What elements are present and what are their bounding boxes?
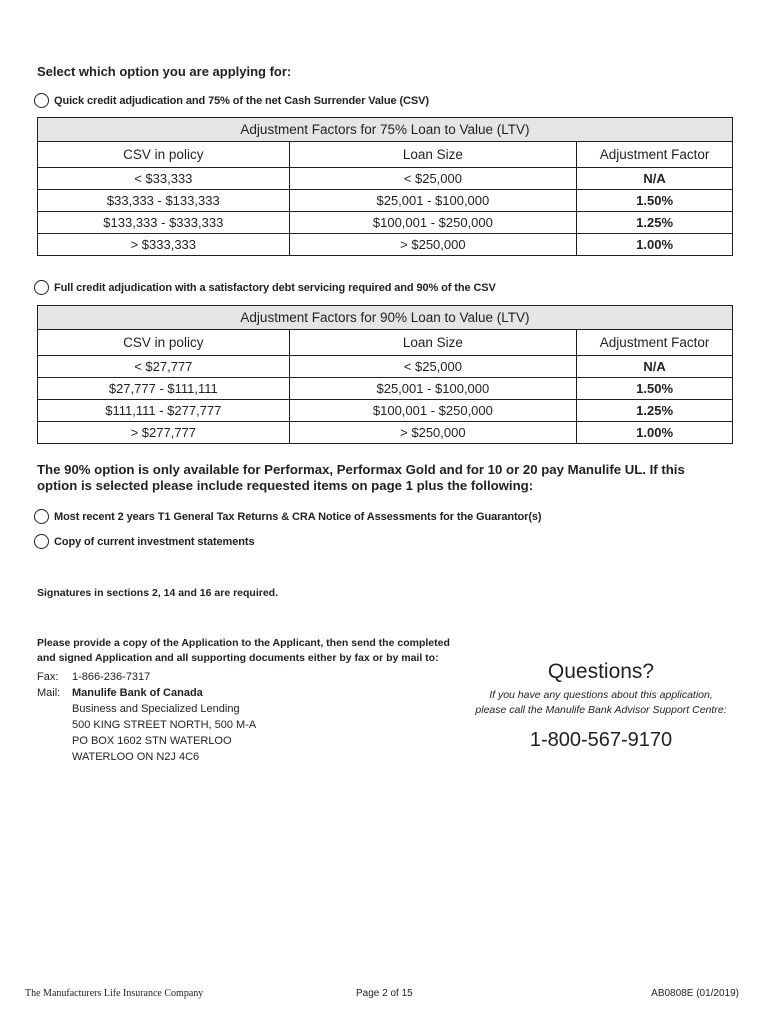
footer-form-id: AB0808E (01/2019): [651, 988, 739, 999]
questions-line: If you have any questions about this application,: [489, 689, 713, 701]
table-row: [38, 422, 733, 444]
option-tax-returns[interactable]: [34, 509, 541, 524]
csv-cell: $133,333 - $333,333: [38, 212, 290, 234]
loan-size-cell: $25,001 - $100,000: [289, 190, 577, 212]
loan-size-cell: $25,001 - $100,000: [289, 378, 577, 400]
csv-cell: $111,111 - $277,777: [38, 400, 290, 422]
questions-title: Questions?: [547, 660, 655, 683]
questions-text: [470, 688, 732, 718]
questions-line: please call the Manulife Bank Advisor Support Centre:: [475, 704, 727, 716]
footer-company: The Manufacturers Life Insurance Company: [25, 988, 204, 999]
column-header: CSV in policy: [38, 142, 290, 168]
option-tax-returns-label: Most recent 2 years T1 General Tax Returns & CRA Notice of Assessments for the Guarantor(s): [54, 510, 542, 523]
questions-box: [470, 660, 732, 752]
table-row: [38, 212, 733, 234]
option-quick-adjudication[interactable]: [34, 93, 429, 108]
loan-size-cell: $100,001 - $250,000: [289, 212, 577, 234]
instructions-line: Please provide a copy of the Application to the Applicant, then send the completed: [37, 637, 450, 649]
csv-cell: $27,777 - $111,111: [38, 378, 290, 400]
ninety-percent-note: [37, 462, 737, 494]
option-full-adjudication[interactable]: [34, 280, 496, 295]
table-row: [38, 400, 733, 422]
column-header: Loan Size: [289, 330, 577, 356]
radio-full-adjudication[interactable]: [34, 280, 49, 295]
factor-cell: 1.25%: [577, 400, 733, 422]
support-phone: 1-800-567-9170: [529, 729, 673, 751]
csv-cell: < $33,333: [38, 168, 290, 190]
column-header: Loan Size: [289, 142, 577, 168]
submission-instructions: [37, 636, 450, 666]
factor-cell: 1.50%: [577, 190, 733, 212]
radio-quick-adjudication[interactable]: [34, 93, 49, 108]
table-row: [38, 378, 733, 400]
mailing-address: [72, 685, 256, 765]
mail-recipient: Manulife Bank of Canada: [72, 687, 203, 699]
contact-details: [37, 669, 256, 765]
table-row: [38, 356, 733, 378]
note-line: option is selected please include requested items on page 1 plus the following:: [37, 478, 534, 493]
table-caption: Adjustment Factors for 90% Loan to Value (LTV): [38, 306, 733, 330]
loan-size-cell: $100,001 - $250,000: [289, 400, 577, 422]
loan-size-cell: < $25,000: [289, 356, 577, 378]
table-row: [38, 168, 733, 190]
factor-cell: 1.50%: [577, 378, 733, 400]
page-heading: Select which option you are applying for:: [37, 64, 292, 79]
factor-cell: N/A: [577, 356, 733, 378]
address-line: Business and Specialized Lending: [72, 703, 240, 715]
instructions-line: and signed Application and all supporting documents either by fax or by mail to:: [37, 652, 439, 664]
fax-label: Fax:: [37, 671, 59, 683]
option-full-adjudication-label: Full credit adjudication with a satisfactory debt servicing required and 90% of the CSV: [54, 281, 496, 294]
radio-tax-returns[interactable]: [34, 509, 49, 524]
loan-size-cell: > $250,000: [289, 422, 577, 444]
loan-size-cell: > $250,000: [289, 234, 577, 256]
radio-investment-statements[interactable]: [34, 534, 49, 549]
factor-cell: 1.00%: [577, 234, 733, 256]
csv-cell: > $333,333: [38, 234, 290, 256]
column-header: Adjustment Factor: [577, 142, 733, 168]
loan-size-cell: < $25,000: [289, 168, 577, 190]
adjustment-table-75: [37, 117, 733, 256]
table-row: [38, 190, 733, 212]
footer-page-number: Page 2 of 15: [356, 988, 413, 999]
signatures-note: Signatures in sections 2, 14 and 16 are required.: [37, 587, 279, 599]
option-quick-adjudication-label: Quick credit adjudication and 75% of the net Cash Surrender Value (CSV): [54, 94, 429, 107]
address-line: PO BOX 1602 STN WATERLOO: [72, 735, 232, 747]
option-investment-statements-label: Copy of current investment statements: [54, 535, 255, 548]
option-investment-statements[interactable]: [34, 534, 254, 549]
factor-cell: 1.00%: [577, 422, 733, 444]
csv-cell: $33,333 - $133,333: [38, 190, 290, 212]
csv-cell: > $277,777: [38, 422, 290, 444]
fax-number: 1-866-236-7317: [72, 671, 151, 683]
csv-cell: < $27,777: [38, 356, 290, 378]
adjustment-table-90: [37, 305, 733, 444]
address-line: 500 KING STREET NORTH, 500 M-A: [72, 719, 257, 731]
note-line: The 90% option is only available for Performax, Performax Gold and for 10 or 20 pay Manulife UL. If this: [37, 462, 685, 477]
column-header: CSV in policy: [38, 330, 290, 356]
column-header: Adjustment Factor: [577, 330, 733, 356]
table-caption: Adjustment Factors for 75% Loan to Value (LTV): [38, 118, 733, 142]
factor-cell: N/A: [577, 168, 733, 190]
mail-label: Mail:: [37, 687, 61, 699]
factor-cell: 1.25%: [577, 212, 733, 234]
table-row: [38, 234, 733, 256]
address-line: WATERLOO ON N2J 4C6: [72, 751, 200, 763]
